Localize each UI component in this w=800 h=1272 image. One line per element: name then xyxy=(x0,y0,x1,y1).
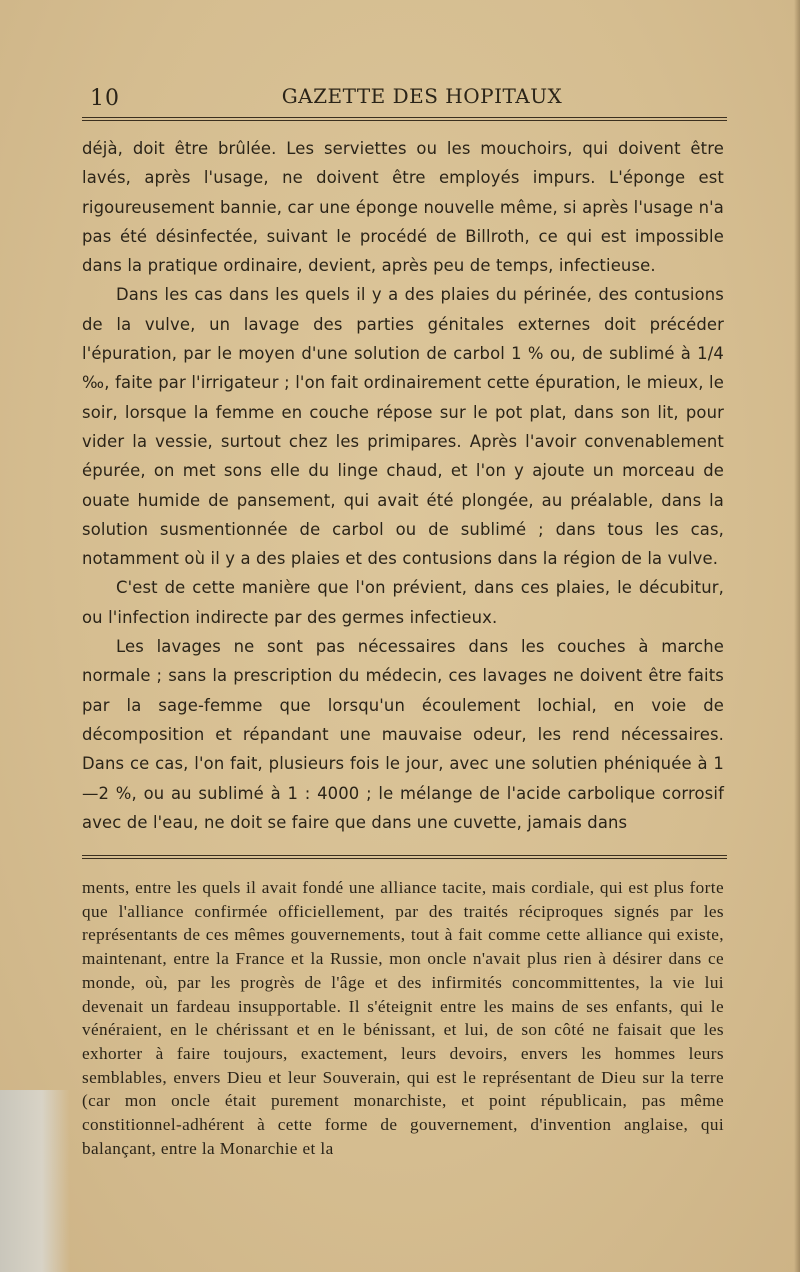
footnote-paragraph: ments, entre les quels il avait fondé une alliance tacite, mais cordiale, qui est plus forte que l'alliance confirmée officiellement, par des traités réciproques signés par les représentants de ces mêmes gouvernements, tout à fait comme cette alliance qui existe, maintenant, entre la France et la Russie, mon oncle n'avait plus rien à désirer dans ce monde, où, par les progrès de l'âge et des infirmités concommittentes, la vie lui devenait un fardeau insupportable. Il s'éteignit entre les mains de ses enfants, qui le vénéraient, en le chérissant et en le bénissant, et lui, de son côté ne faisait que les exhorter à faire toujours, exactement, leurs devoirs, envers les hommes leurs semblables, envers Dieu et leur Souverain, qui est le représentant de Dieu sur la terre (car mon oncle était purement monarchiste, et point républicain, pas même constitionnel-adhérent à cette forme de gouvernement, d'invention anglaise, qui balançant, entre la Monarchie et la xyxy=(82,878,724,1158)
paragraph-1: déjà, doit être brûlée. Les serviettes ou les mouchoirs, qui doivent être lavés, après l'usage, ne doivent être employés impurs. L'éponge est rigoureusement bannie, car une éponge nouvelle même, si après l'usage n'a pas été désinfectée, suivant le procédé de Billroth, ce qui est impossible dans la pratique ordinaire, devient, après peu de temps, infectieuse. xyxy=(82,139,724,276)
page-edge-shadow xyxy=(0,1090,70,1272)
running-title: GAZETTE DES HOPITAUX xyxy=(281,84,563,108)
paragraph-2: Dans les cas dans les quels il y a des plaies du périnée, des contusions de la vulve, un lavage des parties génitales externes doit précéder l'épuration, par le moyen d'une solution de carbol 1 % ou, de sublimé à 1/4 ‰, faite par l'irrigateur ; l'on fait ordinairement cette épuration, le mieux, le soir, lorsque la femme en couche répose sur le pot plat, dans son lit, pour vider la vessie, surtout chez les primipares. Après l'avoir convenablement épurée, on met sons elle du linge chaud, et l'on y ajoute un morceau de ouate humide de pansement, qui avait été plongée, au préalable, dans la solution susmentionnée de carbol ou de sublimé ; dans tous les cas, notamment où il y a des plaies et des contusions dans la région de la vulve. xyxy=(82,285,724,569)
footnote-column xyxy=(82,876,724,1160)
page-edge-right xyxy=(794,0,800,1272)
header-rule xyxy=(82,117,727,121)
paragraph-3: C'est de cette manière que l'on prévient, dans ces plaies, le décubitur, ou l'infection indirecte par des germes infectieux. xyxy=(82,578,724,627)
main-text-column xyxy=(82,134,724,837)
footnote-separator-rule xyxy=(82,855,727,859)
page-number: 10 xyxy=(90,86,120,111)
page-header xyxy=(82,80,727,116)
paragraph-4: Les lavages ne sont pas nécessaires dans les couches à marche normale ; sans la prescription du médecin, ces lavages ne doivent être faits par la sage-femme que lorsqu'un écoulement lochial, en voie de décomposition et répandant une mauvaise odeur, les rend nécessaires. Dans ce cas, l'on fait, plusieurs fois le jour, avec une solutien phéniquée à 1—2 %, ou au sublimé à 1 : 4000 ; le mélange de l'acide carbolique corrosif avec de l'eau, ne doit se faire que dans une cuvette, jamais dans xyxy=(82,637,724,832)
